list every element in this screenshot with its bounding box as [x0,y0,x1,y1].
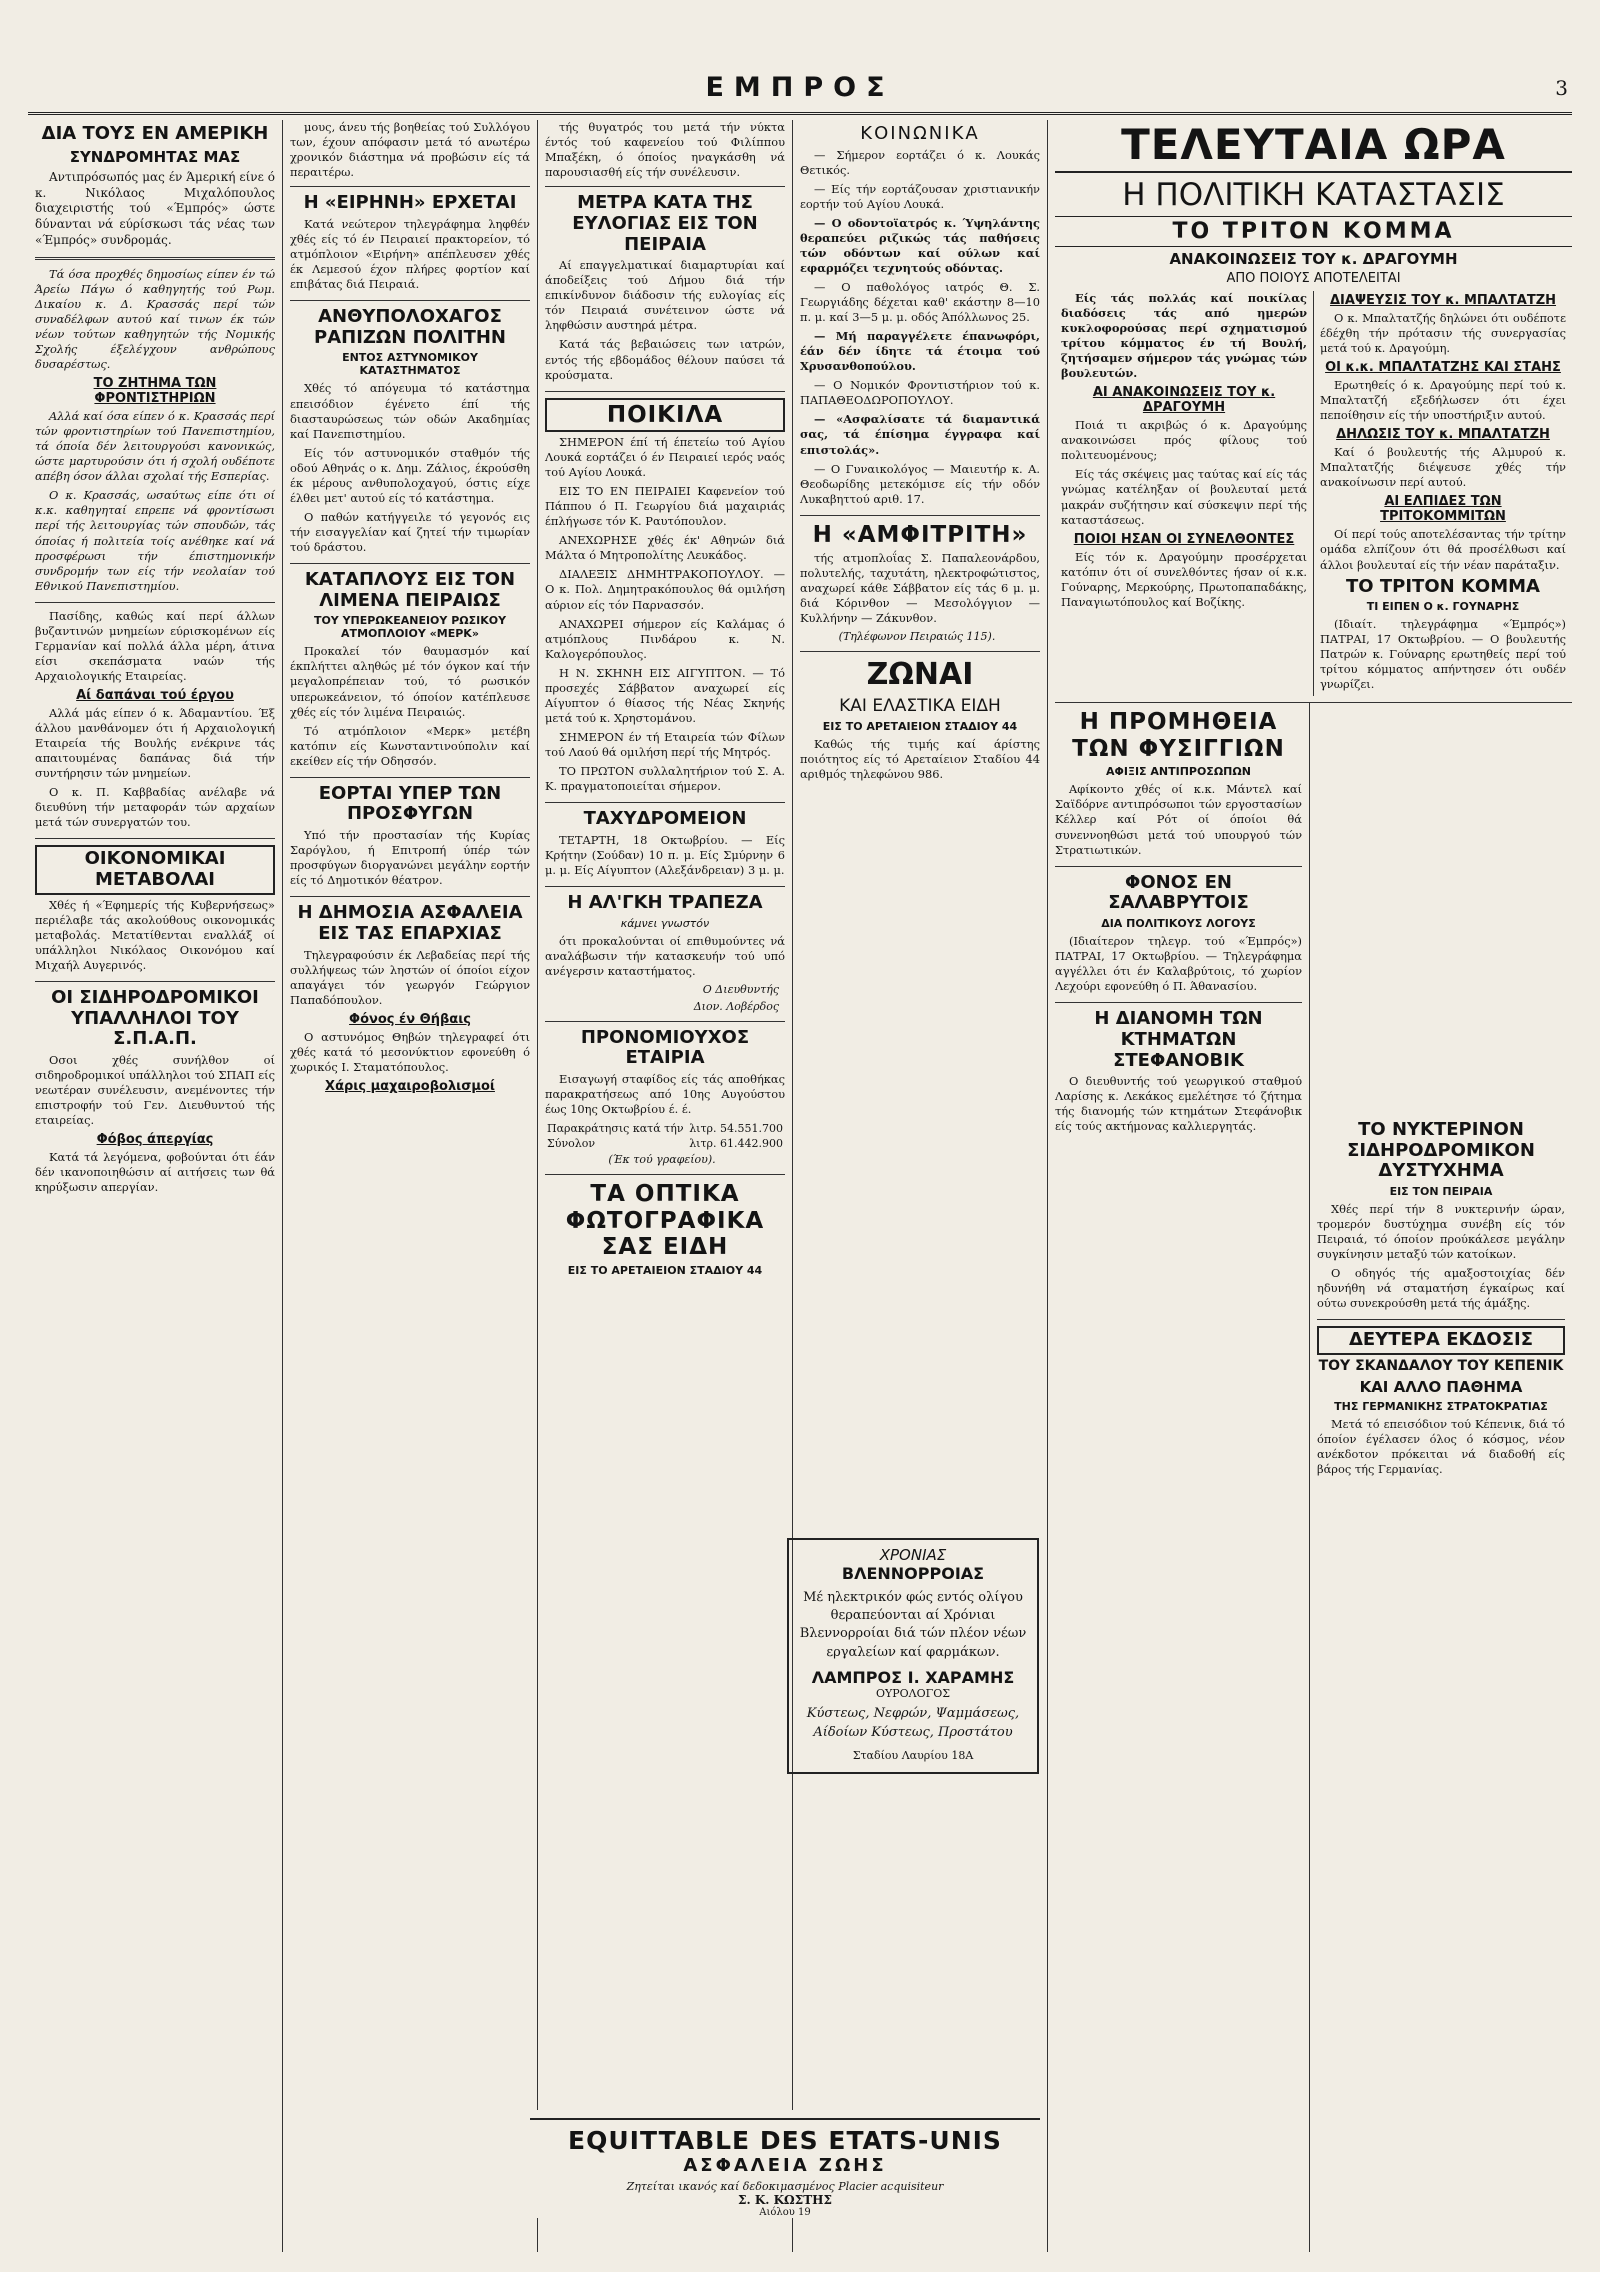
article-body: Υπό τήν προστασίαν τής Κυρίας Σαρόγλου, ή Επιτροπή ύπέρ τών προσφύγων διοργανώνει μεγάλην εορτήν είς τό Δημοτικόν θέατρον. [290,828,530,888]
article-body: Χθές ή «Έφημερίς τής Κυβερνήσεως» περιέλαβε τάς ακολούθους οικονομικάς μεταβολάς. Μετατίθενται εναλλάξ οί υπάλληλοι Νικόλαος Οικονόμου καί Μιχαήλ Αυγερινός. [35,897,275,972]
article-kicker: ΑΙ ΕΛΠΙΔΕΣ ΤΩΝ ΤΡΙΤΟΚΟΜΜΙΤΩΝ [1380,494,1506,525]
article-america-subscribers [35,124,275,249]
article-headline: ΖΩΝΑΙ [866,657,974,693]
signature-name: Διον. Λοβέρδος [693,999,779,1013]
article-headline: ΟΙΚΟΝΟΜΙΚΑΙ ΜΕΤΑΒΟΛΑΙ [35,845,275,894]
article-headline: ΟΙ ΣΙΔΗΡΟΔΡΟΜΙΚΟΙ ΥΠΑΛΛΗΛΟΙ ΤΟΥ Σ.Π.Α.Π. [51,986,259,1050]
article-headline: Η ΑΛ'ΓΚΗ ΤΡΑΠΕΖΑ [567,891,763,913]
divider [290,563,530,564]
article-body: — Σήμερον εορτάζει ό κ. Λουκάς Θετικός. [800,147,1040,177]
article-body: Αί επαγγελματικαί διαμαρτυρίαι καί άποδείξεις τού Δήμου διά τήν επικίνδυνον διάδοσιν τής ευλογίας είς τόν Πειραιά συνέτεινον ώστε νά ληφθώσιν αυστηρά μέτρα. [545,258,785,333]
article-note: (Έκ τού γραφείου). [608,1153,716,1167]
article-kicker: ΤΟ ΖΗΤΗΜΑ ΤΩΝ ΦΡΟΝΤΙΣΤΗΡΙΩΝ [93,376,217,407]
article-body: ΑΝΑΧΩΡΕΙ σήμερον είς Καλάμας ό ατμόπλους Πινδάρου κ. Ν. Καλογερόπουλος. [545,616,785,661]
divider [800,651,1040,652]
ad-line: ΧΡΟΝΙΑΣ [879,1546,947,1564]
article-headline: ΕΟΡΤΑΙ ΥΠΕΡ ΤΩΝ ΠΡΟΣΦΥΓΩΝ [318,782,502,825]
column-2 [283,120,538,2252]
divider [1055,1002,1302,1003]
article-body: Ο κ. Κρασσάς, ωσαύτως είπε ότι οί κ.κ. καθηγηταί επρεπε νά φροντίσωσι περί τής λειτουργίας τών σπουδών, τάς όποίας ή πολιτεία τοίς ανέθηκε καί νά προσφέρωσι τήν έπιστημονικήν συνδρομήν των είς τήν νεολαίαν τού Εθνικού Πανεπιστημίου. [35,488,275,593]
article-subheadline: ΕΝΤΟΣ ΑΣΤΥΝΟΜΙΚΟΥ ΚΑΤΑΣΤΗΜΑΤΟΣ [342,351,478,378]
ad-bank [545,893,785,1013]
divider [545,802,785,803]
signature-title: Ο Διευθυντής [702,982,779,996]
article-body: Οί περί τούς αποτελέσαντας τήν τρίτην ομάδα ελπίζουν ότι θά προσέλθωσι καί άλλοι βουλευταί είς τήν νέαν παράταξιν. [1320,527,1566,572]
article-kicker: Χάρις μαχαιροβολισμοί [325,1079,495,1095]
article-body: — Ο Γυναικολόγος — Μαιευτήρ κ. Α. Θεοδωρίδης μετεκόμισε είς τήν οδόν Λυκαβηττού αριθ. 17. [800,461,1040,506]
article-kicker: ΑΙ ΑΝΑΚΟΙΝΩΣΕΙΣ ΤΟΥ κ. ΔΡΑΓΟΥΜΗ [1092,385,1276,416]
divider [1317,1319,1565,1320]
article-body: — Ο παθολόγος ιατρός Θ. Σ. Γεωργιάδης δέχεται καθ' εκάστην 8—10 π. μ. καί 3—5 μ. μ. οδός Άπόλλωνος 25. [800,280,1040,325]
table-row [545,1136,785,1151]
table-cell: Παρακράτησις κατά τήν [547,1122,684,1136]
article-subheadline: ΤΙ ΕΙΠΕΝ Ο κ. ΓΟΥΝΑΡΗΣ [1366,600,1520,614]
ad-equitable [530,2110,1040,2218]
article-body: μους, άνευ τής βοηθείας τού Συλλόγου των, έχουν απόφασιν μετά τό ανωτέρω χρονικόν διάστημα νά προβώσιν είς τά περαιτέρω. [290,120,530,180]
article-body: Ο αστυνόμος Θηβών τηλεγραφεί ότι χθές κατά τό μεσονύκτιον εφονεύθη ό χωρικός Ι. Σταματόπουλος. [290,1029,530,1074]
column-3 [538,120,793,2252]
article-eirini [290,193,530,292]
article-lieutenant [290,307,530,555]
ad-address: Αιόλου 19 [759,2207,811,2218]
article-body: ότι προκαλούνται οί επιθυμούντες νά αναλάβωσιν τήν κατασκευήν τού υπό ανέγερσιν καταστήματος. [545,933,785,978]
article-cartridges [1055,709,1302,857]
article-body: Κατά τάς βεβαιώσεις των ιατρών, εντός τής εβδομάδος θέλουν παύσει τά κρούσματα. [545,337,785,382]
article-body: Κατά τά λεγόμενα, φοβούνται ότι έάν δέν ικανοποιηθώσιν αί αιτήσεις των θά κηρύξωσιν απεργίαν. [35,1150,275,1195]
article-body: Είς τάς σκέψεις μας ταύτας καί είς τάς γνώμας κατέληξαν οί βουλευταί μετά μακράν συζήτησιν καί σύσκεψιν περί τής καταστάσεως. [1061,467,1307,527]
divider [290,777,530,778]
article-body: ΑΝΕΧΩΡΗΣΕ χθές έκ' Αθηνών διά Μάλτα ό Μητροπολίτης Λευκάδος. [545,533,785,563]
banner-announcements: ΑΝΑΚΟΙΝΩΣΕΙΣ ΤΟΥ κ. ΔΡΑΓΟΥΜΗ [1169,250,1458,268]
article-headline: Η «ΕΙΡΗΝΗ» ΕΡΧΕΤΑΙ [303,192,517,214]
banner-who-forms-it: ΑΠΟ ΠΟΙΟΥΣ ΑΠΟΤΕΛΕΙΤΑΙ [1226,271,1401,286]
divider [545,391,785,392]
ad-belts [800,658,1040,782]
divider [545,886,785,887]
article-body: Ο οδηγός τής αμαξοστοιχίας δέν ηδυνήθη νά σταματήση έγκαίρως καί ούτω συνεκρούσθη μετά τής άμάξης. [1317,1266,1565,1311]
article-kicker: Φόνος έν Θήβαις [349,1011,471,1027]
article-subheadline: ΤΟΥ ΣΚΑΝΔΑΛΟΥ ΤΟΥ ΚΕΠΕΝΙΚ [1318,1358,1564,1375]
banner-political-situation: Η ΠΟΛΙΤΙΚΗ ΚΑΤΑΣΤΑΣΙΣ [1122,177,1505,213]
article-body: Τηλεγραφούσιν έκ Λεβαδείας περί τής συλλήψεως τών ληστών οί όποίοι είχον απαγάγει τόν γεωργόν Γεώργιον Παπαδόπουλον. [290,947,530,1007]
article-body: Είς τάς πολλάς καί ποικίλας διαδόσεις τάς από ημερών κυκλοφορούσας περί σχηματισμού τρίτου κόμματος έν τή Βουλή, ζητήσαμεν σήμερον τάς γνώμας τών βουλευτών. [1061,291,1307,381]
article-body: Οσοι χθές συνήλθον οί σιδηροδρομικοί υπάλληλοι τού ΣΠΑΠ είς νεωτέραν συνέλευσιν, ανεμένοντες τήν επιστροφήν τού Γεν. Διευθυντού τής εταιρείας. [35,1053,275,1128]
article-stefanovik-estates [1055,1009,1302,1134]
banner-last-hour: ΤΕΛΕΥΤΑΙΑ ΩΡΑ [1055,120,1572,173]
article-subheadline: ΚΑΙ ΕΛΑΣΤΙΚΑ ΕΙΔΗ [839,695,1001,716]
article-body: Ο παθών κατήγγειλε τό γεγονός εις τήν εισαγγελίαν καί ζητεί τήν τιμωρίαν τού δράστου. [290,509,530,554]
article-body: Προκαλεί τόν θαυμασμόν καί έκπλήττει αληθώς μέ τόν όγκον καί τήν μεγαλοπρέπειαν τού, τό ρωσικόν υπερωκεάνειον, τό όποίον κατέπλευσε χθές είς τόν λιμένα Πειραιώς. [290,644,530,719]
article-body: ΤΕΤΑΡΤΗ, 18 Οκτωβρίου. — Είς Κρήτην (Σούδαν) 10 π. μ. Είς Σμύρνην 6 μ. μ. Είς Αίγυπτον (Αλεξάνδρειαν) 3 μ. μ. [545,832,785,877]
article-body: Τά όσα προχθές δημοσίως είπεν έν τώ Άρείω Πάγω ό καθηγητής τού Ρωμ. Δικαίου κ. Δ. Κρασσάς περί τών συναδέλφων αυτού καί τινων έκ τών νέων τούτων καθηγητών τής Νομικής Σχολής έξελέγχουν ανθρώπους δυσαρέστως. [35,266,275,372]
divider [545,1021,785,1022]
article-body: ΔΙΑΛΕΞΙΣ ΔΗΜΗΤΡΑΚΟΠΟΥΛΟΥ. — Ο κ. Πολ. Δημητρακόπουλος θά ομιλήση αύριον είς τόν Παρνασσόν. [545,567,785,612]
article-refugee-celebrations [290,784,530,889]
article-body: Είς τόν κ. Δραγούμην προσέρχεται κατόπιν ότι οί συνελθόντες ήσαν οί κ.κ. Γούναρης, Μερκούρης, Πρωτοπαπαδάκης, Παναγιωτόπουλος καί Βοζίκης. [1061,549,1307,609]
article-subheadline: ΣΥΝΔΡΟΜΗΤΑΣ ΜΑΣ [69,147,241,166]
ad-blennorrhea [787,1530,1039,1774]
article-body: — Ο Νομικόν Φροντιστήριον τού κ. ΠΑΠΑΘΕΟΔΩΡΟΠΟΥΛΟΥ. [800,378,1040,408]
page-number: 3 [1555,76,1568,100]
article-body: Ποιά τι ακριβώς ό κ. Δραγούμης ανακοινώσει πρός φίλους τού πολιτευομένους; [1061,418,1307,463]
article-body: Καθώς τής τιμής καί άρίστης ποιότητος είς τό Αρεταίειον Σταδίου 44 αριθμός τηλεφώνου 986. [800,736,1040,781]
article-subheadline: ΕΙΣ ΤΟ ΑΡΕΤΑΙΕΙΟΝ ΣΤΑΔΙΟΥ 44 [822,719,1018,733]
article-headline: ΔΕΥΤΕΡΑ ΕΚΔΟΣΙΣ [1317,1326,1565,1355]
article-body: Είς τόν αστυνομικόν σταθμόν τής οδού Αθηνάς ο κ. Δημ. Ζάλιος, έκρούσθη έκ μέρους ανθυπολοχαγού, όστις είχε έλθει μετ' αυτού είς τό κατάστημα. [290,445,530,505]
article-body: Η Ν. ΣΚΗΝΗ ΕΙΣ ΑΙΓΥΠΤΟΝ. — Τό προσεχές Σάββατον αναχωρεί είς Αίγυπτον ό θίασος τής Νέας Σκηνής μετά τού κ. Χρηστομάνου. [545,665,785,725]
article-body: — Μή παραγγέλετε έπανωφόρι, έάν δέν ίδητε τά έτοιμα τού Χρυσανθοπούλου. [800,329,1040,374]
last-hour-right [1314,291,1572,696]
article-byzantine [35,609,275,831]
article-body: Μετά τό επεισόδιον τού Κέπενικ, διά τό όποίον έγέλασεν όλος ό κόσμος, νέον ανέκδοτον πρόκειται νά διαδοθή είς βάρος τής Γερμανίας. [1317,1417,1565,1477]
divider [35,981,275,982]
article-body: Εισαγωγή σταφίδος είς τάς αποθήκας παρακρατήσεως από 10ης Αυγούστου έως 10ης Οκτωβρίου έ. έ. [545,1072,785,1117]
article-kalavryta-murder [1055,873,1302,995]
column-1 [28,120,283,2252]
article-miscellany [545,398,785,794]
article-railway-employees [35,988,275,1195]
article-subheadline: ΔΙΑ ΠΟΛΙΤΙΚΟΥΣ ΛΟΓΟΥΣ [1101,916,1256,930]
divider [35,257,275,260]
article-body: ΣΗΜΕΡΟΝ έν τή Εταιρεία τών Φίλων τού Λαού θά ομιλήση περί τής Μητρός. [545,729,785,759]
masthead [28,72,1572,115]
article-body: τής ατμοπλοΐας Σ. Παπαλεονάρδου, πολυτελής, ταχυτάτη, ηλεκτροφώτιστος, αναχωρεί κάθε Σάββατον είς τάς 6 μ. μ. διά Κόρινθον — Μεσολόγγιον — Κυλλήνην — Ζάκυνθον. [800,551,1040,626]
article-body: ΕΙΣ ΤΟ ΕΝ ΠΕΙΡΑΙΕΙ Καφενείον τού Πάππου ό Π. Γεωργίου διά μαχαιριάς έπλήγωσε τόν Κ. Ραυτόπουλον. [545,484,785,529]
article-post-office [545,809,785,878]
article-headline: ΤΑ ΟΠΤΙΚΑ ΦΩΤΟΓΡΑΦΙΚΑ ΣΑΣ ΕΙΔΗ [565,1181,765,1261]
article-headline: ΤΑΧΥΔΡΟΜΕΙΟΝ [583,808,747,830]
article-body: Κατά νεώτερον τηλεγράφημα ληφθέν χθές είς τό έν Πειραιεί πρακτορείον, τό ατμόπλοιον «Ειρήνη» απέπλευσεν χθές έκ Λεμεσού έχον πλήρες φορτίον καί επιβάτας διά Πειραιά. [290,216,530,292]
ad-contact-name: Σ. Κ. ΚΩΣΤΗΣ [738,2193,832,2207]
newspaper-title: ΕΜΠΡΟΣ [705,72,895,103]
article-subheadline: ΤΟΥ ΥΠΕΡΩΚΕΑΝΕΙΟΥ ΡΩΣΙΚΟΥ ΑΤΜΟΠΛΟΙΟΥ «ΜΕΡΚ» [313,614,507,641]
divider [1055,702,1572,703]
article-headline: Η ΠΡΟΜΗΘΕΙΑ ΤΩΝ ΦΥΣΙΓΓΙΩΝ [1072,709,1285,762]
article-merk-ship [290,570,530,769]
article-headline: Η ΔΙΑΝΟΜΗ ΤΩΝ ΚΤΗΜΑΤΩΝ ΣΤΕΦΑΝΟΒΙΚ [1094,1008,1263,1071]
article-body: Αλλά καί όσα είπεν ό κ. Κρασσάς περί τών φροντιστηρίων τού Πανεπιστημίου, τά όποία δέν λειτουργούσι κανονικώς, ώστε μαρτυρούσιν ότι ή σχολή ουδέποτε απέβη όσον άλλαι σχολαί τής Εσπερίας. [35,409,275,484]
article-krassas [35,267,275,594]
article-headline: Η ΔΗΜΟΣΙΑ ΑΣΦΑΛΕΙΑ ΕΙΣ ΤΑΣ ΕΠΑΡΧΙΑΣ [297,902,523,944]
article-body: Ερωτηθείς ό κ. Δραγούμης περί τού κ. Μπαλτατζή εξεδήλωσεν ότι έχει πεποίθησιν είς τήν υποστήριξιν αυτού. [1320,378,1566,423]
article-body: Αλλά μάς είπεν ό κ. Άδαμαντίου. Έξ άλλου μανθάνομεν ότι ή Αρχαιολογική Εταιρεία τής Βουλής ενέκρινε τάς απαιτουμένας δαπάνας διά τήν συντήρησιν τών μνημείων. [35,705,275,781]
column-4 [793,120,1048,2252]
article-body: Ο διευθυντής τού γεωργικού σταθμού Λαρίσης κ. Λεκάκος εμελέτησε τό ζήτημα τής διανομής τών κτημάτων Στεφάνοβικ είς τούς ακτήμονας καλλιεργητάς. [1055,1074,1302,1134]
article-kicker: ΔΗΛΩΣΙΣ ΤΟΥ κ. ΜΠΑΛΤΑΤΖΗ [1336,427,1550,443]
ad-box [787,1538,1039,1774]
table-cell: Σύνολον [547,1137,596,1151]
last-hour-columns [1055,291,1572,696]
article-headline: Η «ΑΜΦΙΤΡΙΤΗ» [812,521,1028,548]
ad-doctor-title: ΟΥΡΟΛΟΓΟΣ [875,1686,951,1700]
last-hour-left [1055,291,1314,696]
article-body: — Ο οδοντοϊατρός κ. Ύψηλάντης θεραπεύει ριζικώς τάς παθήσεις τών οδόντων καί ούλων καί εφαρμόζει τεχνητούς οδόντας. [800,215,1040,276]
ad-amfitriti [800,522,1040,644]
article-headline: ΔΙΑ ΤΟΥΣ ΕΝ ΑΜΕΡΙΚΗ [41,123,269,144]
article-body: τής θυγατρός του μετά τήν νύκτα έντός τού καφενείου τού Φιλίππου Μπαξέκη, ό όποίος ηναγκάσθη νά παρουσιασθή είς τήν συνέλευσιν. [545,120,785,180]
last-hour-section [1055,120,1572,703]
article-body: Ο κ. Π. Καββαδίας ανέλαβε νά διευθύνη τήν μεταφοράν τών αρχαίων μετά τών συνεργατών του. [35,785,275,830]
article-public-safety [290,903,530,1094]
divider [800,515,1040,516]
divider [35,602,275,603]
ad-box [530,2118,1040,2218]
article-headline: ΦΟΝΟΣ ΕΝ ΣΑΛΑΒΡΥΤΟΙΣ [1108,871,1249,914]
ad-line: Ζητείται ικανός καί δεδοκιμασμένος Placier acquisiteur [626,2180,944,2193]
table-cell: λιτρ. 54.551.700 [689,1122,783,1136]
article-headline: ΜΕΤΡΑ ΚΑΤΑ ΤΗΣ ΕΥΛΟΓΙΑΣ ΕΙΣ ΤΟΝ ΠΕΙΡΑΙΑ [572,192,758,255]
article-body: Αντιπρόσωπός μας έν Άμερική είνε ό κ. Νικόλαος Μιχαλόπουλος διαχειριστής τού «Έμπρός» ώστε δύνανται νά εύρίσκωσι τάς νέας των «Έμπρός» συνδρομάς. [35,169,275,247]
ad-company-name: EQUITTABLE DES ETATS-UNIS [568,2126,1002,2155]
article-note: (Τηλέφωνον Πειραιώς 115). [838,630,996,644]
article-economic-changes [35,845,275,973]
article-body: Πασίδης, καθώς καί περί άλλων βυζαντινών μνημείων εύρισκομένων είς Γερμανίαν καί πολλά άλλα μέρη, άτινα είσι σκεπάσματα ναών τής Αρχαιολογικής Εταιρείας. [35,608,275,683]
divider [290,186,530,187]
article-kicker: ΠΟΙΟΙ ΗΣΑΝ ΟΙ ΣΥΝΕΛΘΟΝΤΕΣ [1073,531,1295,547]
article-headline: ΑΝΘΥΠΟΛΟΧΑΓΟΣ ΡΑΠΙΖΩΝ ΠΟΛΙΤΗΝ [314,306,506,348]
article-kopenick [1317,1326,1565,1477]
article-body: Χθές περί τήν 8 νυκτερινήν ώραν, τρομερόν δυστύχημα συνέβη είς τόν Πειραιά, τό όποίον προύκάλεσε μεγάλην συγκίνησιν μεταξύ τών κατοίκων. [1317,1202,1565,1262]
article-subheadline: ΤΗΣ ΓΕΡΜΑΝΙΚΗΣ ΣΤΡΑΤΟΚΡΑΤΙΑΣ [1334,1400,1548,1414]
divider [545,186,785,187]
article-rail-accident [1317,1120,1565,1311]
article-body: ΤΟ ΠΡΩΤΟΝ συλλαλητήριον τού Σ. Α. Κ. πραγματοποιείται σήμερον. [545,764,785,794]
article-body: ΣΗΜΕΡΟΝ έπί τή έπετείω τού Αγίου Λουκά εορτάζει ό έν Πειραιεί ιερός ναός τού Αγίου Λουκά. [545,435,785,480]
ad-optics [545,1181,785,1276]
banner-third-party: ΤΟ ΤΡΙΤΟΝ ΚΟΜΜΑ [1055,216,1572,247]
columns [28,120,1572,2252]
article-headline: ΤΟ ΝΥΚΤΕΡΙΝΟΝ ΣΙΔΗΡΟΔΡΟΜΙΚΟΝ ΔΥΣΤΥΧΗΜΑ [1347,1119,1535,1182]
divider [1055,866,1302,867]
ad-line: ΒΛΕΝΝΟΡΡΟΙΑΣ [841,1564,985,1583]
article-body: (Ιδιαίτ. τηλεγράφημα «Έμπρός») ΠΑΤΡΑΙ, 17 Οκτωβρίου. — Ο βουλευτής Πατρών κ. Γούναρης ερωτηθείς περί τού τρίτου κόμματος απήντησεν ότι ουδέν γνωρίζει. [1320,617,1566,692]
raisin-table [545,1121,785,1151]
divider [35,838,275,839]
ad-address: Σταδίου Λαυρίου 18Α [852,1748,974,1762]
article-subheadline: ΚΑΙ ΑΛΛΟ ΠΑΘΗΜΑ [1359,1378,1523,1397]
article-headline: ΤΟ ΤΡΙΤΟΝ ΚΟΜΜΑ [1346,575,1540,597]
divider [545,1174,785,1175]
article-kicker: Φόβος άπεργίας [96,1132,214,1148]
article-body: Καί ό βουλευτής τής Αλμυρού κ. Μπαλτατζής διέψευσε χθές τήν ανακοίνωσιν περί αυτού. [1320,445,1566,490]
article-social [800,124,1040,507]
ad-privileged-company [545,1028,785,1167]
article-subheadline: κάμνει γνωστόν [620,916,710,930]
article-kicker: ΟΙ κ.κ. ΜΠΑΛΤΑΤΖΗΣ ΚΑΙ ΣΤΑΗΣ [1325,360,1561,376]
ad-tagline: ΑΣΦΑΛΕΙΑ ΖΩΗΣ [683,2155,887,2176]
ad-doctor-name: ΛΑΜΠΡΟΣ Ι. ΧΑΡΑΜΗΣ [811,1667,1015,1687]
article-subheadline: ΕΙΣ ΤΟ ΑΡΕΤΑΙΕΙΟΝ ΣΤΑΔΙΟΥ 44 [567,1263,763,1277]
article-headline: ΠΡΟΝΟΜΙΟΥΧΟΣ ΕΤΑΙΡΙΑ [580,1026,750,1069]
article-body: Τό ατμόπλοιον «Μερκ» μετέβη κατόπιν είς Κωνσταντινούπολιν καί εκείθεν είς τήν Οδησσόν. [290,723,530,768]
divider [290,300,530,301]
article-body: Χθές τό απόγευμα τό κατάστημα επεισόδιον έγένετο έπί τής διασταυρώσεως τών οδών Ακαδημίας καί Πανεπιστημίου. [290,381,530,441]
ad-specialties: Κύστεως, Νεφρών, Ψαμμάσεως, Αίδοίων Κύστεως, Προστάτου [806,1705,1020,1741]
divider [290,896,530,897]
article-headline: ΚΑΤΑΠΛΟΥΣ ΕΙΣ ΤΟΝ ΛΙΜΕΝΑ ΠΕΙΡΑΙΩΣ [304,569,516,611]
article-body: — Είς τήν εορτάζουσαν χριστιανικήν εορτήν τού Αγίου Λουκά. [800,181,1040,211]
article-smallpox [545,193,785,382]
article-kicker: ΔΙΑΨΕΥΣΙΣ ΤΟΥ κ. ΜΠΑΛΤΑΤΖΗ [1329,293,1557,308]
article-body: (Ιδιαίτερον τηλεγρ. τού «Έμπρός») ΠΑΤΡΑΙ, 17 Οκτωβρίου. — Τηλεγράφημα αγγέλλει ότι έν Καλαβρύτοις, τό χωρίον Λεχούρι εφονεύθη ό Π. Άθανασίου. [1055,933,1302,994]
article-headline: ΚΟΙΝΩΝΙΚΑ [860,123,980,144]
article-headline: ΠΟΙΚΙΛΑ [545,398,785,432]
article-body: Αφίκοντο χθές οί κ.κ. Μάντελ καί Σαϊδόρνε αντιπρόσωποι τών εργοστασίων Κέλλερ καί Ρότ οί όποίοι θά συνεννοηθώσι μετά τού υπουργού τών Στρατιωτικών. [1055,782,1302,857]
table-row [545,1121,785,1136]
article-body: Ο κ. Μπαλτατζής δηλώνει ότι ουδέποτε έδέχθη τήν πρότασιν τής συνεργασίας μετά τού κ. Δραγούμη. [1320,311,1566,356]
ad-line: Μέ ηλεκτρικόν φώς εντός ολίγου θεραπεύονται αί Χρόνιαι Βλεννορροίαι διά τών πλέον νέων εργαλείων καί φαρμάκων. [799,1590,1027,1660]
article-kicker: Αί δαπάναι τού έργου [76,687,234,703]
table-cell: λιτρ. 61.442.900 [689,1137,783,1151]
article-subheadline: ΕΙΣ ΤΟΝ ΠΕΙΡΑΙΑ [1389,1185,1493,1199]
article-subheadline: ΑΦΙΞΙΣ ΑΝΤΙΠΡΟΣΩΠΩΝ [1106,765,1251,779]
article-body: — «Ασφαλίσατε τά διαμαντικά σας, τά έπίσημα έγγραφα καί επιστολάς». [800,412,1040,457]
